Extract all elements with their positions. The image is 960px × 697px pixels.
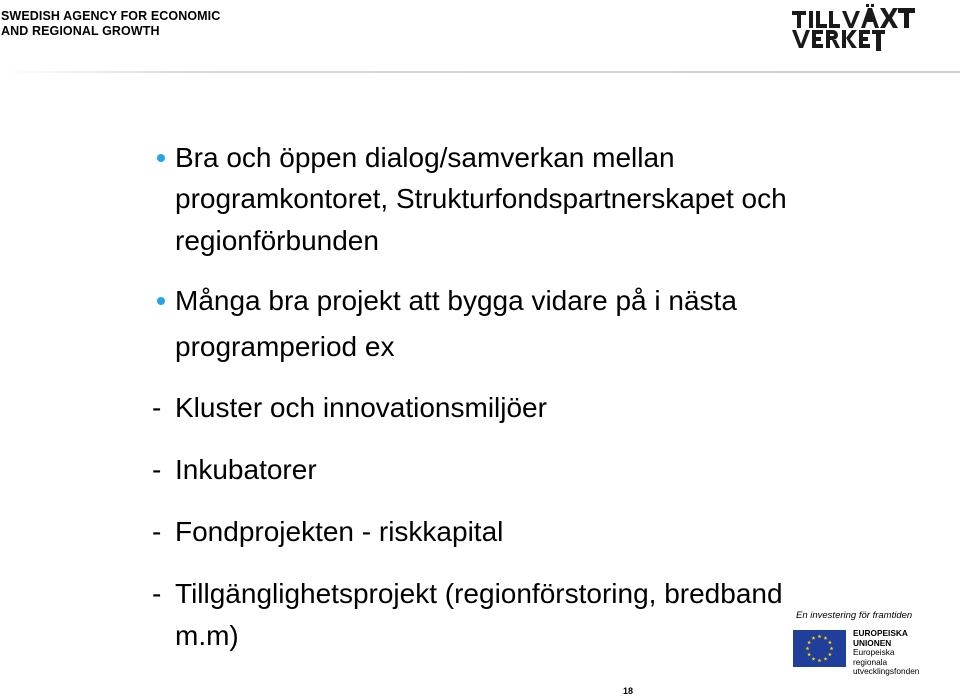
dash-item-2: Inkubatorer: [175, 454, 317, 485]
eu-label-line-3: Europeiska: [853, 647, 895, 658]
eu-fund-label: [853, 629, 919, 677]
eu-label-line-5: utvecklingsfonden: [853, 666, 920, 677]
eu-label-line-1: EUROPEISKA: [853, 628, 908, 638]
dash-item-3: Fondprojekten - riskkapital: [175, 516, 504, 547]
dash-item-4-line-2: m.m): [175, 620, 239, 651]
agency-name-line-2: AND REGIONAL GROWTH: [1, 24, 160, 38]
eu-flag-icon: [793, 630, 846, 667]
bullet-1-line-2: programkontoret, Strukturfondspartnerskapet och: [175, 183, 787, 214]
eu-tagline: En investering för framtiden: [796, 610, 913, 621]
agency-name-line-1: SWEDISH AGENCY FOR ECONOMIC: [1, 9, 221, 23]
bullet-2-line-2: programperiod ex: [175, 331, 395, 362]
eu-label-line-4: regionala: [853, 656, 888, 667]
dash-marker: -: [152, 392, 162, 423]
dash-item-4-line-1: Tillgänglighetsprojekt (regionförstoring, bredband: [175, 578, 783, 609]
dash-marker: -: [152, 578, 162, 609]
page-number: 18: [623, 686, 634, 696]
bullet-1-line-1: Bra och öppen dialog/samverkan mellan: [175, 142, 675, 173]
bullet-2-line-1: Många bra projekt att bygga vidare på i nästa: [175, 285, 737, 316]
dash-item-1: Kluster och innovationsmiljöer: [175, 392, 547, 423]
bullet-marker: [157, 154, 165, 162]
bullet-1-line-3: regionförbunden: [175, 225, 379, 256]
dash-marker: -: [152, 454, 162, 485]
eu-label-line-2: UNIONEN: [853, 637, 892, 648]
bullet-marker: [157, 297, 165, 305]
dash-marker: -: [152, 516, 162, 547]
